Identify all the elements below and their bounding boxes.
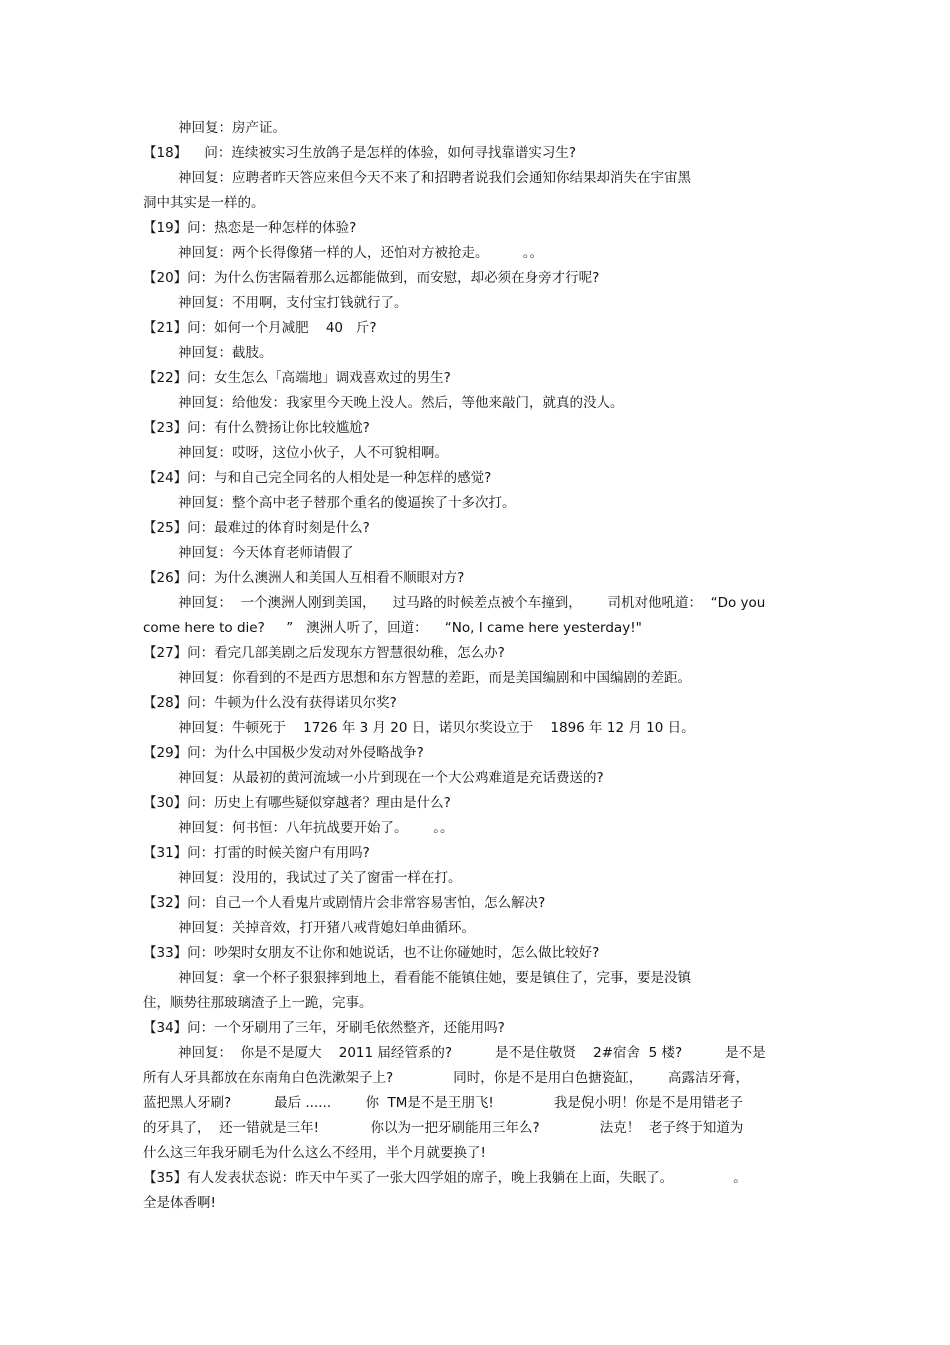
question-line: 【25】问：最难过的体育时刻是什么? [143, 520, 370, 536]
continuation-line: 洞中其实是一样的。 [143, 195, 265, 211]
question-line: 【23】问：有什么赞扬让你比较尴尬? [143, 420, 370, 436]
continuation-line: 蓝把黑人牙刷? 最后 ...... 你 TM是不是王朋飞! 我是倪小明！你是不是用错老子 [143, 1095, 743, 1111]
question-line: 【34】问：一个牙刷用了三年，牙刷毛依然整齐，还能用吗? [143, 1020, 505, 1036]
answer-line: 神回复：两个长得像猪一样的人，还怕对方被抢走。 。。 [178, 245, 544, 261]
answer-line: 神回复：从最初的黄河流域一小片到现在一个大公鸡难道是充话费送的? [178, 770, 604, 786]
question-line: 【33】问：吵架时女朋友不让你和她说话，也不让你碰她时，怎么做比较好? [143, 945, 600, 961]
question-line: 【29】问：为什么中国极少发动对外侵略战争? [143, 745, 424, 761]
answer-line: 神回复：哎呀，这位小伙子，人不可貌相啊。 [178, 445, 448, 461]
answer-line: 神回复：你看到的不是西方思想和东方智慧的差距，而是美国编剧和中国编剧的差距。 [178, 670, 691, 686]
answer-line: 神回复：给他发：我家里今天晚上没人。然后，等他来敲门，就真的没人。 [178, 395, 624, 411]
answer-line: 神回复：截肢。 [178, 345, 273, 361]
question-line: 【18】 问：连续被实习生放鸽子是怎样的体验，如何寻找靠谱实习生? [143, 145, 577, 161]
answer-line: 神回复：今天体育老师请假了 [178, 545, 354, 561]
continuation-line: come here to die? ” 澳洲人听了，回道： “No, I came here yesterday!" [143, 620, 642, 636]
question-line: 【22】问：女生怎么「高端地」调戏喜欢过的男生? [143, 370, 451, 386]
answer-line: 神回复：关掉音效，打开猪八戒背媳妇单曲循环。 [178, 920, 475, 936]
question-line: 【28】问：牛顿为什么没有获得诺贝尔奖? [143, 695, 397, 711]
answer-line: 神回复：没用的，我试过了关了窗雷一样在打。 [178, 870, 462, 886]
question-line: 【21】问：如何一个月减肥 40 斤? [143, 320, 377, 336]
continuation-line: 什么这三年我牙刷毛为什么这么不经用，半个月就要换了! [143, 1145, 486, 1161]
continuation-line: 全是体香啊! [143, 1195, 216, 1211]
answer-line: 神回复：拿一个杯子狠狠摔到地上，看看能不能镇住她，要是镇住了，完事，要是没镇 [178, 970, 691, 986]
answer-line: 神回复：应聘者昨天答应来但今天不来了和招聘者说我们会通知你结果却消失在宇宙黑 [178, 170, 691, 186]
question-line: 【20】问：为什么伤害隔着那么远都能做到，而安慰，却必须在身旁才行呢? [143, 270, 600, 286]
question-line: 【26】问：为什么澳洲人和美国人互相看不顺眼对方? [143, 570, 465, 586]
continuation-line: 所有人牙具都放在东南角白色洗漱架子上? 同时，你是不是用白色搪瓷缸， 高露洁牙膏， [143, 1070, 749, 1086]
question-line: 【35】有人发表状态说：昨天中午买了一张大四学姐的席子，晚上我躺在上面，失眠了。 。 [143, 1170, 747, 1186]
question-line: 【31】问：打雷的时候关窗户有用吗? [143, 845, 370, 861]
question-line: 【19】问：热恋是一种怎样的体验? [143, 220, 357, 236]
question-line: 【32】问：自己一个人看鬼片或剧情片会非常容易害怕，怎么解决? [143, 895, 546, 911]
answer-line: 神回复：整个高中老子替那个重名的傻逼挨了十多次打。 [178, 495, 516, 511]
answer-line: 神回复： 你是不是厦大 2011 届经管系的? 是不是住敬贤 2#宿舍 5 楼? 是不是 [178, 1045, 766, 1061]
question-line: 【30】问：历史上有哪些疑似穿越者？理由是什么? [143, 795, 451, 811]
continuation-line: 住，顺势往那玻璃渣子上一跪，完事。 [143, 995, 373, 1011]
question-line: 【24】问：与和自己完全同名的人相处是一种怎样的感觉? [143, 470, 492, 486]
answer-line: 神回复： 一个澳洲人刚到美国， 过马路的时候差点被个车撞到， 司机对他吼道： “Do you [178, 595, 766, 611]
answer-line: 神回复：牛顿死于 1726 年 3 月 20 日，诺贝尔奖设立于 1896 年 12 月 10 日。 [178, 720, 695, 736]
question-line: 【27】问：看完几部美剧之后发现东方智慧很幼稚，怎么办? [143, 645, 505, 661]
answer-line: 神回复：何书恒：八年抗战要开始了。 。。 [178, 820, 454, 836]
answer-line: 神回复：房产证。 [178, 120, 286, 136]
continuation-line: 的牙具了， 还一错就是三年! 你以为一把牙刷能用三年么? 法克！ 老子终于知道为 [143, 1120, 744, 1136]
answer-line: 神回复：不用啊，支付宝打钱就行了。 [178, 295, 408, 311]
